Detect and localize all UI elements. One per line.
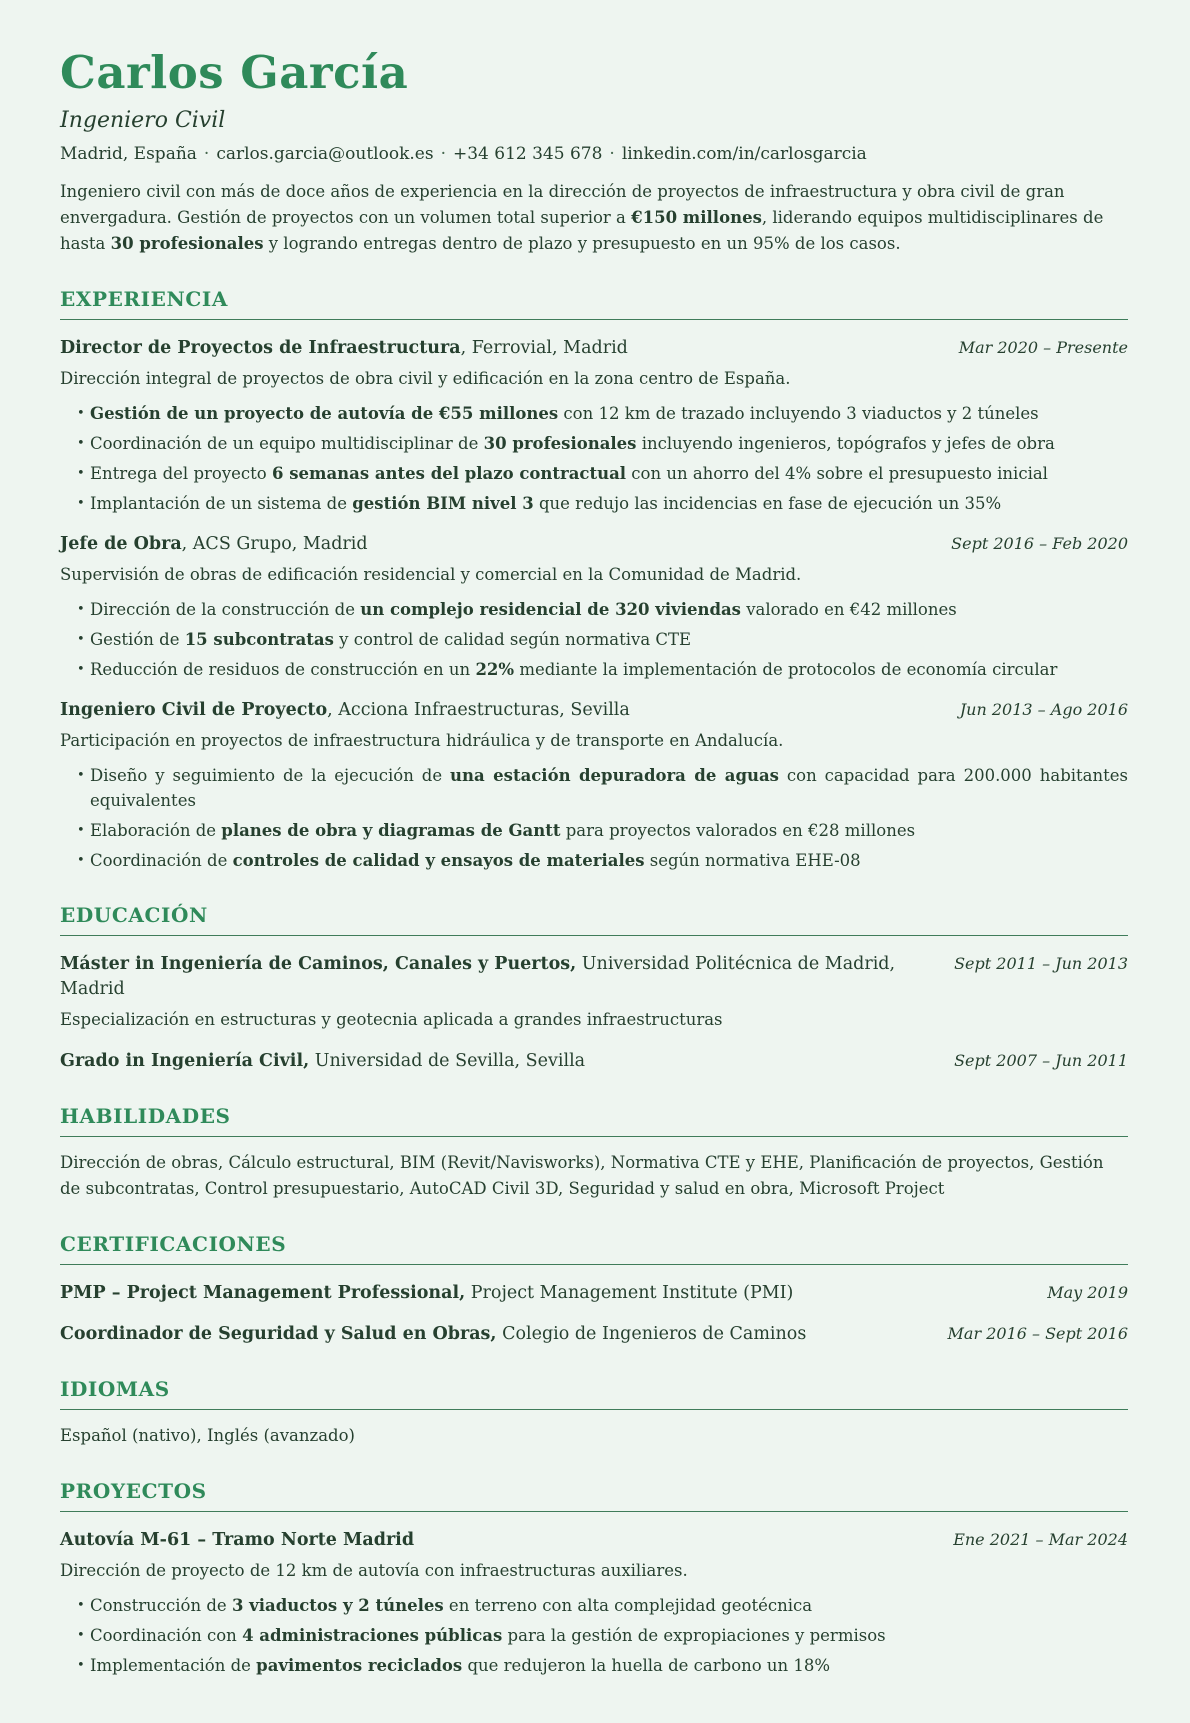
bullet-text: Coordinación de un equipo multidisciplinar de [90, 433, 484, 453]
entry-role: Grado in Ingeniería Civil, [60, 1050, 310, 1071]
entry-title [60, 952, 930, 1002]
entry-header [60, 335, 1128, 361]
bullet-item [77, 763, 1128, 813]
section-divider [60, 319, 1128, 320]
bullet-highlight: 30 profesionales [483, 433, 637, 453]
bullet-item [77, 818, 1128, 843]
summary-text: , liderando equipos multidisciplinares de hasta [60, 207, 1104, 253]
entry-date: Sept 2016 – Feb 2020 [951, 533, 1128, 553]
summary-text: Ingeniero civil con más de doce años de experiencia en la dirección de proyectos de infraestructura y obra civil de gran envergadura. Gestión de proyectos con un volumen total superior a [60, 181, 1065, 227]
section-divider [60, 1264, 1128, 1265]
section-heading: EXPERIENCIA [60, 286, 228, 311]
bullet-text: para proyectos valorados en €28 millones [560, 820, 916, 840]
bullet-highlight: 15 subcontratas [184, 629, 334, 649]
entry-title [60, 1322, 806, 1347]
bullet-text: Implantación de un sistema de [90, 493, 353, 513]
section-paragraph: Español (nativo), Inglés (avanzado) [60, 1425, 355, 1445]
entry-date: Mar 2020 – Presente [958, 337, 1128, 357]
bullet-text: con 12 km de trazado incluyendo 3 viaductos y 2 túneles [558, 403, 1039, 423]
entry-header [60, 1527, 1128, 1553]
bullet-highlight: controles de calidad y ensayos de materiales [232, 850, 645, 870]
section-heading: IDIOMAS [60, 1376, 170, 1401]
entry [60, 1321, 1128, 1347]
person-name: Carlos García [60, 46, 409, 99]
summary-highlight: 30 profesionales [110, 233, 264, 253]
entry-date: Mar 2016 – Sept 2016 [947, 1323, 1128, 1343]
entry-date: May 2019 [1047, 1282, 1128, 1302]
bullet-item [77, 461, 1128, 486]
section-divider [60, 1136, 1128, 1137]
entry-title [60, 1281, 793, 1306]
section-divider [60, 1511, 1128, 1512]
section-heading: HABILIDADES [60, 1103, 231, 1128]
bullet-item [77, 1593, 1128, 1618]
contact-email[interactable]: carlos.garcia@outlook.es [216, 143, 434, 164]
entry-date: Jun 2013 – Ago 2016 [959, 699, 1128, 719]
bullet-text: Coordinación con [90, 1625, 243, 1645]
entry-role: PMP – Project Management Professional, [60, 1282, 466, 1303]
section-heading: EDUCACIÓN [60, 902, 208, 927]
summary-paragraph [60, 179, 1128, 257]
bullet-text: Diseño y seguimiento de la ejecución de [90, 765, 451, 785]
entry-description: Especialización en estructuras y geotecnia aplicada a grandes infraestructuras [60, 1009, 723, 1029]
entry-organization: Project Management Institute (PMI) [465, 1282, 794, 1303]
section-habilidades [60, 1104, 1128, 1202]
entry-description: Supervisión de obras de edificación residencial y comercial en la Comunidad de Madrid. [60, 564, 802, 584]
section-certificaciones [60, 1232, 1128, 1347]
entry-role: Autovía M-61 – Tramo Norte Madrid [60, 1529, 415, 1550]
entry-role: Ingeniero Civil de Proyecto [60, 699, 328, 720]
entry-description: Dirección de proyecto de 12 km de autovía con infraestructuras auxiliares. [60, 1560, 688, 1580]
bullet-highlight: pavimentos reciclados [256, 1655, 463, 1675]
entry-description: Participación en proyectos de infraestructura hidráulica y de transporte en Andalucía. [60, 730, 784, 750]
bullet-highlight: gestión BIM nivel 3 [352, 493, 534, 513]
entry-role: Coordinador de Seguridad y Salud en Obras, [60, 1323, 497, 1344]
entry [60, 1280, 1128, 1306]
entry-date: Sept 2007 – Jun 2011 [954, 1050, 1128, 1070]
contact-separator: · [440, 143, 446, 164]
bullet-text: en terreno con alta complejidad geotécnica [443, 1595, 813, 1615]
entry-organization: , Acciona Infraestructuras, Sevilla [327, 699, 630, 720]
section-heading: PROYECTOS [60, 1478, 207, 1503]
entry-organization: Universidad Politécnica de Madrid, Madrid [60, 953, 896, 999]
resume-header [60, 48, 1128, 257]
person-job-title: Ingeniero Civil [60, 108, 226, 134]
entry-title [60, 336, 628, 361]
bullet-text: con capacidad para 200.000 habitantes equivalentes [90, 765, 1128, 810]
entry-header [60, 531, 1128, 557]
bullet-list [60, 401, 1128, 516]
entry-organization: Universidad de Sevilla, Sevilla [309, 1050, 586, 1071]
bullet-highlight: 6 semanas antes del plazo contractual [271, 463, 627, 483]
section-idiomas [60, 1377, 1128, 1449]
contact-separator: · [203, 143, 210, 164]
entry-organization: Colegio de Ingenieros de Caminos [496, 1323, 807, 1344]
bullet-highlight: Gestión de un proyecto de autovía de €55 millones [90, 403, 559, 423]
bullet-text: y control de calidad según normativa CTE [333, 629, 692, 649]
bullet-highlight: una estación depuradora de aguas [450, 765, 779, 785]
entry-role: Máster in Ingeniería de Caminos, Canales y Puertos, [60, 953, 577, 974]
entry-date: Ene 2021 – Mar 2024 [953, 1529, 1128, 1549]
contact-phone: +34 612 345 678 [452, 143, 603, 164]
contact-location: Madrid, España [60, 143, 197, 164]
bullet-list [60, 1593, 1128, 1678]
bullet-highlight: un complejo residencial de 320 viviendas [360, 599, 741, 619]
bullet-text: Reducción de residuos de construcción en un [90, 659, 476, 679]
entry-title [60, 532, 368, 557]
entry [60, 697, 1128, 873]
bullet-text: para la gestión de expropiaciones y permisos [502, 1625, 886, 1645]
section-divider [60, 935, 1128, 936]
bullet-highlight: 3 viaductos y 2 túneles [231, 1595, 444, 1615]
bullet-text: que redujo las incidencias en fase de ejecución un 35% [533, 493, 1002, 513]
bullet-highlight: 22% [475, 659, 515, 679]
entry-header [60, 697, 1128, 723]
bullet-item [77, 627, 1128, 652]
entry-organization: , Ferrovial, Madrid [460, 337, 628, 358]
entry-header [60, 1048, 1128, 1074]
entry [60, 531, 1128, 682]
summary-text: y logrando entregas dentro de plazo y presupuesto en un 95% de los casos. [263, 233, 901, 253]
bullet-list [60, 763, 1128, 873]
bullet-text: mediante la implementación de protocolos de economía circular [514, 659, 1058, 679]
bullet-text: Elaboración de [90, 820, 222, 840]
entry [60, 951, 1128, 1033]
entry-header [60, 1321, 1128, 1347]
entry-title [60, 1049, 585, 1074]
bullet-text: valorado en €42 millones [740, 599, 957, 619]
bullet-highlight: 4 administraciones públicas [242, 1625, 503, 1645]
bullet-item [77, 848, 1128, 873]
entry-description: Dirección integral de proyectos de obra civil y edificación en la zona centro de España. [60, 368, 791, 388]
bullet-item [77, 491, 1128, 516]
section-heading: CERTIFICACIONES [60, 1231, 287, 1256]
entry-date: Sept 2011 – Jun 2013 [954, 953, 1128, 973]
entry [60, 335, 1128, 516]
section-paragraph: Dirección de obras, Cálculo estructural, BIM (Revit/Navisworks), Normativa CTE y EHE, Planificación de proyectos, Gestión de subcontratas, Control presupuestario, AutoCAD Civil 3D, Seguridad y salud en obra, Microsoft Project [60, 1152, 1104, 1198]
bullet-item [77, 401, 1128, 426]
entry-role: Director de Proyectos de Infraestructura [60, 337, 461, 358]
entry-header [60, 951, 1128, 1002]
bullet-text: Construcción de [90, 1595, 232, 1615]
bullet-item [77, 1623, 1128, 1648]
section-divider [60, 1409, 1128, 1410]
entry-title [60, 698, 630, 723]
entry-role: Jefe de Obra [60, 533, 182, 554]
contact-line [60, 142, 1128, 166]
entry [60, 1527, 1128, 1678]
section-educacion [60, 903, 1128, 1074]
bullet-text: que redujeron la huella de carbono un 18% [462, 1655, 831, 1675]
bullet-highlight: planes de obra y diagramas de Gantt [221, 820, 561, 840]
entry [60, 1048, 1128, 1074]
bullet-text: según normativa EHE-08 [644, 850, 861, 870]
section-proyectos [60, 1479, 1128, 1678]
bullet-text: Coordinación de [90, 850, 233, 870]
bullet-item [77, 657, 1128, 682]
bullet-list [60, 597, 1128, 682]
entry-title [60, 1528, 414, 1553]
bullet-text: Dirección de la construcción de [90, 599, 361, 619]
sections-container [60, 287, 1128, 1678]
bullet-text: Implementación de [90, 1655, 257, 1675]
entry-header [60, 1280, 1128, 1306]
summary-highlight: €150 millones [631, 207, 762, 227]
bullet-item [77, 431, 1128, 456]
bullet-text: Entrega del proyecto [90, 463, 272, 483]
bullet-item [77, 597, 1128, 622]
entry-organization: , ACS Grupo, Madrid [181, 533, 368, 554]
bullet-text: con un ahorro del 4% sobre el presupuesto inicial [626, 463, 1048, 483]
bullet-text: Gestión de [90, 629, 185, 649]
contact-linkedin[interactable]: linkedin.com/in/carlosgarcia [621, 143, 867, 164]
bullet-item [77, 1653, 1128, 1678]
section-experiencia [60, 287, 1128, 873]
bullet-text: incluyendo ingenieros, topógrafos y jefes de obra [636, 433, 1055, 453]
contact-separator: · [609, 143, 615, 164]
